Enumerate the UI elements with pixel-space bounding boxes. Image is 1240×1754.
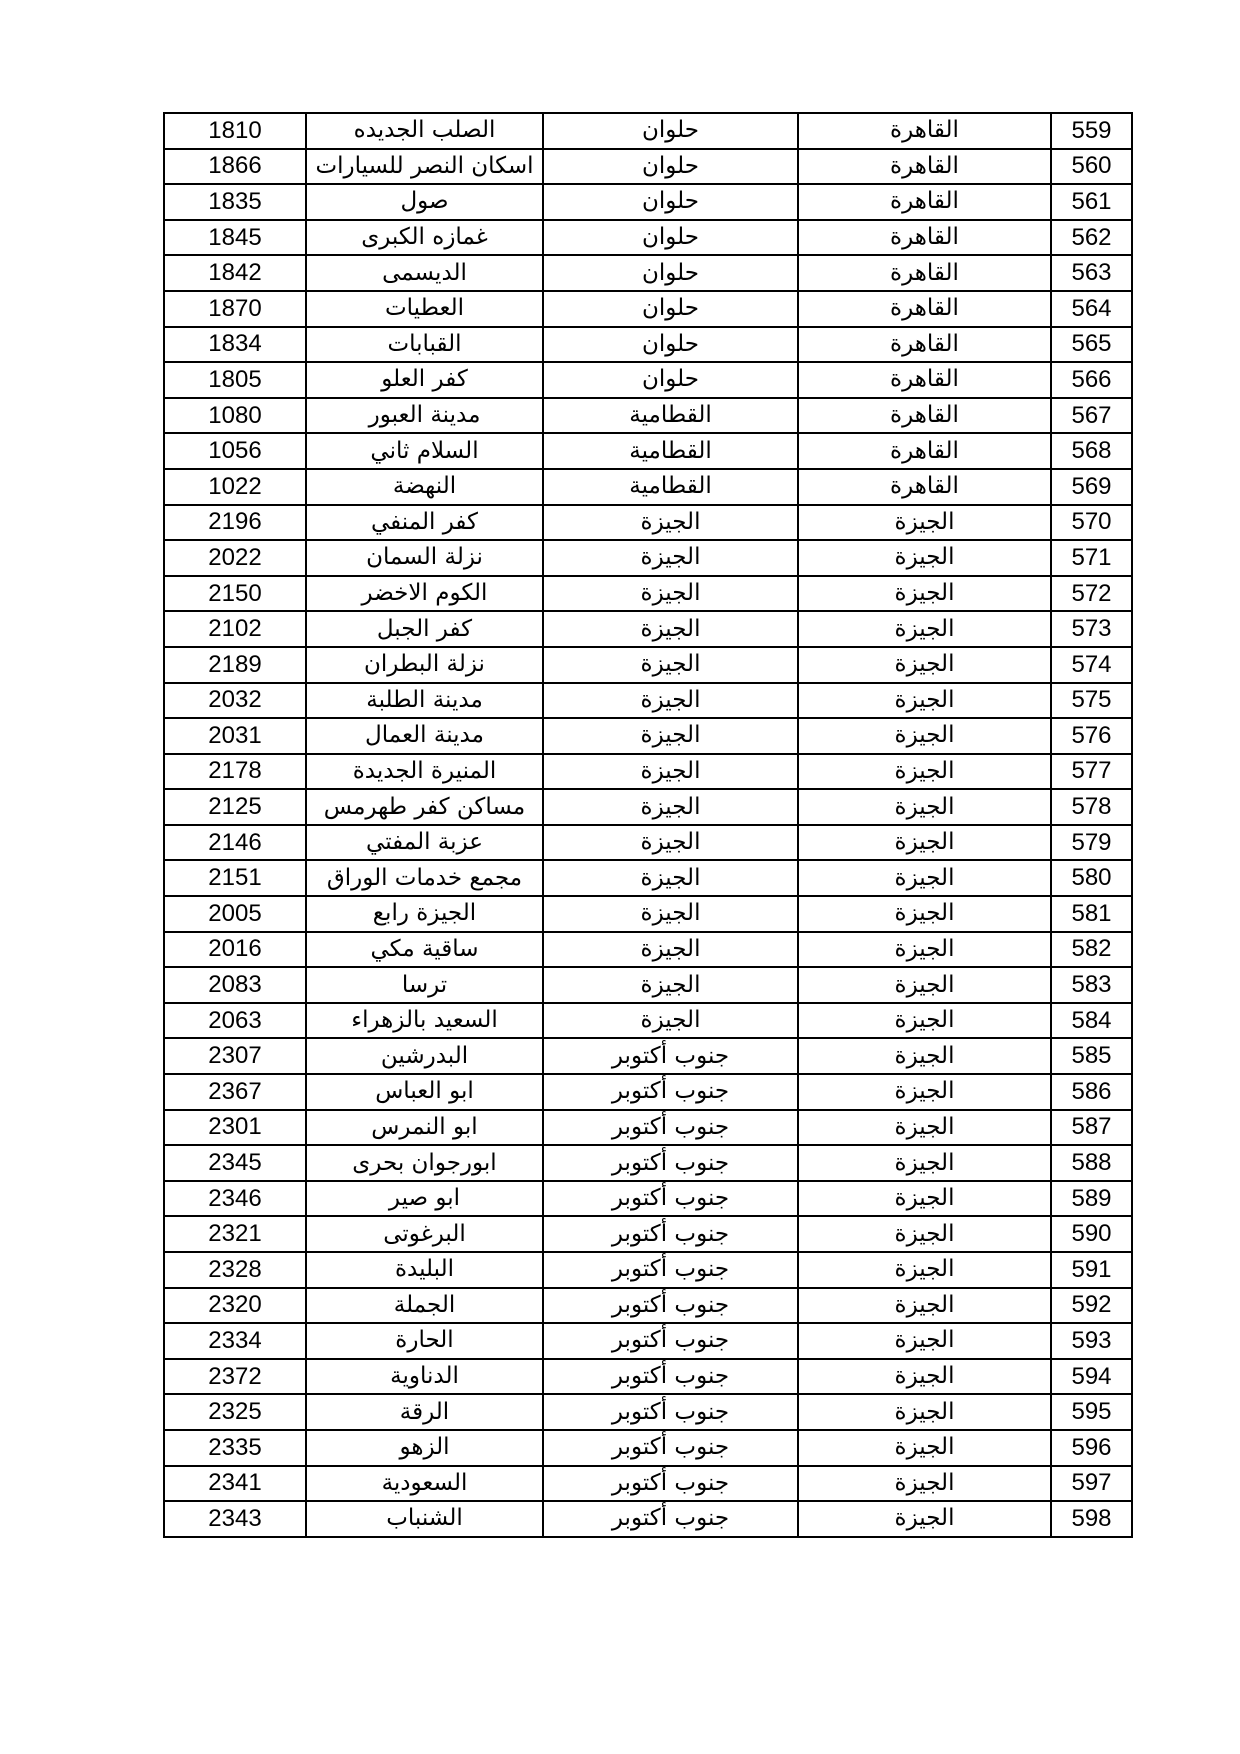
table-row bbox=[164, 860, 1132, 896]
office-code-cell: 1835 bbox=[164, 184, 306, 220]
governorate-cell: الجيزة bbox=[798, 1145, 1051, 1181]
area-cell: جنوب أكتوبر bbox=[543, 1359, 798, 1395]
governorate-cell: الجيزة bbox=[798, 754, 1051, 790]
office-name-cell: العطيات bbox=[306, 291, 543, 327]
office-name-cell: الكوم الاخضر bbox=[306, 576, 543, 612]
governorate-cell: الجيزة bbox=[798, 1181, 1051, 1217]
office-code-cell: 2343 bbox=[164, 1501, 306, 1537]
office-code-cell: 1080 bbox=[164, 398, 306, 434]
office-name-cell: ابورجوان بحرى bbox=[306, 1145, 543, 1181]
office-code-cell: 1056 bbox=[164, 433, 306, 469]
table-row bbox=[164, 149, 1132, 185]
table-row bbox=[164, 1430, 1132, 1466]
office-code-cell: 2178 bbox=[164, 754, 306, 790]
office-code-cell: 1834 bbox=[164, 327, 306, 363]
governorate-cell: القاهرة bbox=[798, 362, 1051, 398]
office-code-cell: 1805 bbox=[164, 362, 306, 398]
table-row bbox=[164, 789, 1132, 825]
area-cell: جنوب أكتوبر bbox=[543, 1252, 798, 1288]
area-cell: الجيزة bbox=[543, 896, 798, 932]
area-cell: جنوب أكتوبر bbox=[543, 1074, 798, 1110]
area-cell: جنوب أكتوبر bbox=[543, 1038, 798, 1074]
office-code-cell: 2189 bbox=[164, 647, 306, 683]
office-code-cell: 2125 bbox=[164, 789, 306, 825]
office-code-cell: 2031 bbox=[164, 718, 306, 754]
governorate-cell: الجيزة bbox=[798, 1110, 1051, 1146]
office-name-cell: ابو العباس bbox=[306, 1074, 543, 1110]
area-cell: الجيزة bbox=[543, 967, 798, 1003]
row-number-cell: 594 bbox=[1051, 1359, 1132, 1395]
office-name-cell: المنيرة الجديدة bbox=[306, 754, 543, 790]
governorate-cell: الجيزة bbox=[798, 683, 1051, 719]
area-cell: جنوب أكتوبر bbox=[543, 1466, 798, 1502]
office-code-cell: 2321 bbox=[164, 1216, 306, 1252]
office-code-cell: 2063 bbox=[164, 1003, 306, 1039]
office-name-cell: نزلة البطران bbox=[306, 647, 543, 683]
office-code-cell: 2301 bbox=[164, 1110, 306, 1146]
table-row bbox=[164, 398, 1132, 434]
office-name-cell: السعيد بالزهراء bbox=[306, 1003, 543, 1039]
governorate-cell: الجيزة bbox=[798, 576, 1051, 612]
office-name-cell: الجملة bbox=[306, 1288, 543, 1324]
table-row bbox=[164, 1074, 1132, 1110]
row-number-cell: 579 bbox=[1051, 825, 1132, 861]
office-name-cell: الرقة bbox=[306, 1394, 543, 1430]
area-cell: الجيزة bbox=[543, 860, 798, 896]
table-row bbox=[164, 896, 1132, 932]
office-name-cell: الديسمى bbox=[306, 255, 543, 291]
table-row bbox=[164, 255, 1132, 291]
row-number-cell: 585 bbox=[1051, 1038, 1132, 1074]
office-name-cell: السلام ثاني bbox=[306, 433, 543, 469]
governorate-cell: الجيزة bbox=[798, 967, 1051, 1003]
office-name-cell: نزلة السمان bbox=[306, 540, 543, 576]
table-row bbox=[164, 113, 1132, 149]
row-number-cell: 582 bbox=[1051, 932, 1132, 968]
row-number-cell: 565 bbox=[1051, 327, 1132, 363]
governorate-cell: الجيزة bbox=[798, 896, 1051, 932]
area-cell: الجيزة bbox=[543, 683, 798, 719]
table-row bbox=[164, 433, 1132, 469]
governorate-cell: الجيزة bbox=[798, 1466, 1051, 1502]
row-number-cell: 580 bbox=[1051, 860, 1132, 896]
area-cell: جنوب أكتوبر bbox=[543, 1110, 798, 1146]
office-code-cell: 2016 bbox=[164, 932, 306, 968]
row-number-cell: 577 bbox=[1051, 754, 1132, 790]
row-number-cell: 562 bbox=[1051, 220, 1132, 256]
area-cell: جنوب أكتوبر bbox=[543, 1501, 798, 1537]
table-row bbox=[164, 1038, 1132, 1074]
office-code-cell: 2146 bbox=[164, 825, 306, 861]
row-number-cell: 584 bbox=[1051, 1003, 1132, 1039]
row-number-cell: 588 bbox=[1051, 1145, 1132, 1181]
area-cell: جنوب أكتوبر bbox=[543, 1394, 798, 1430]
row-number-cell: 561 bbox=[1051, 184, 1132, 220]
table-row bbox=[164, 1003, 1132, 1039]
table-row bbox=[164, 1110, 1132, 1146]
area-cell: حلوان bbox=[543, 327, 798, 363]
governorate-cell: الجيزة bbox=[798, 1288, 1051, 1324]
governorate-cell: الجيزة bbox=[798, 825, 1051, 861]
governorate-cell: الجيزة bbox=[798, 1323, 1051, 1359]
area-cell: الجيزة bbox=[543, 789, 798, 825]
office-code-cell: 2083 bbox=[164, 967, 306, 1003]
governorate-cell: الجيزة bbox=[798, 1003, 1051, 1039]
office-code-cell: 2151 bbox=[164, 860, 306, 896]
office-name-cell: القبابات bbox=[306, 327, 543, 363]
table-row bbox=[164, 505, 1132, 541]
office-code-cell: 1842 bbox=[164, 255, 306, 291]
table-row bbox=[164, 611, 1132, 647]
office-code-cell: 1870 bbox=[164, 291, 306, 327]
office-code-cell: 2341 bbox=[164, 1466, 306, 1502]
area-cell: الجيزة bbox=[543, 540, 798, 576]
office-name-cell: الحارة bbox=[306, 1323, 543, 1359]
table-row bbox=[164, 1252, 1132, 1288]
table-row bbox=[164, 1501, 1132, 1537]
table-row bbox=[164, 1359, 1132, 1395]
area-cell: حلوان bbox=[543, 149, 798, 185]
governorate-cell: الجيزة bbox=[798, 1501, 1051, 1537]
governorate-cell: القاهرة bbox=[798, 149, 1051, 185]
row-number-cell: 568 bbox=[1051, 433, 1132, 469]
area-cell: القطامية bbox=[543, 469, 798, 505]
area-cell: جنوب أكتوبر bbox=[543, 1216, 798, 1252]
governorate-cell: القاهرة bbox=[798, 327, 1051, 363]
table-row bbox=[164, 576, 1132, 612]
row-number-cell: 560 bbox=[1051, 149, 1132, 185]
table-row bbox=[164, 1181, 1132, 1217]
governorate-cell: الجيزة bbox=[798, 1038, 1051, 1074]
area-cell: جنوب أكتوبر bbox=[543, 1323, 798, 1359]
governorate-cell: القاهرة bbox=[798, 469, 1051, 505]
office-code-cell: 2334 bbox=[164, 1323, 306, 1359]
table-body bbox=[164, 113, 1132, 1537]
row-number-cell: 576 bbox=[1051, 718, 1132, 754]
office-name-cell: كفر الجبل bbox=[306, 611, 543, 647]
area-cell: حلوان bbox=[543, 113, 798, 149]
office-code-cell: 1845 bbox=[164, 220, 306, 256]
row-number-cell: 587 bbox=[1051, 1110, 1132, 1146]
row-number-cell: 595 bbox=[1051, 1394, 1132, 1430]
office-code-cell: 2372 bbox=[164, 1359, 306, 1395]
office-name-cell: ابو النمرس bbox=[306, 1110, 543, 1146]
governorate-cell: القاهرة bbox=[798, 291, 1051, 327]
office-code-cell: 2346 bbox=[164, 1181, 306, 1217]
table-row bbox=[164, 718, 1132, 754]
row-number-cell: 571 bbox=[1051, 540, 1132, 576]
governorate-cell: الجيزة bbox=[798, 932, 1051, 968]
table-row bbox=[164, 647, 1132, 683]
governorate-cell: الجيزة bbox=[798, 1359, 1051, 1395]
area-cell: جنوب أكتوبر bbox=[543, 1430, 798, 1466]
row-number-cell: 563 bbox=[1051, 255, 1132, 291]
governorate-cell: الجيزة bbox=[798, 1074, 1051, 1110]
row-number-cell: 566 bbox=[1051, 362, 1132, 398]
table-row bbox=[164, 967, 1132, 1003]
table-row bbox=[164, 540, 1132, 576]
area-cell: الجيزة bbox=[543, 576, 798, 612]
row-number-cell: 583 bbox=[1051, 967, 1132, 1003]
area-cell: الجيزة bbox=[543, 611, 798, 647]
governorate-cell: الجيزة bbox=[798, 540, 1051, 576]
table-row bbox=[164, 1216, 1132, 1252]
area-cell: الجيزة bbox=[543, 1003, 798, 1039]
post-office-table bbox=[163, 112, 1133, 1538]
row-number-cell: 559 bbox=[1051, 113, 1132, 149]
governorate-cell: الجيزة bbox=[798, 860, 1051, 896]
area-cell: الجيزة bbox=[543, 825, 798, 861]
area-cell: حلوان bbox=[543, 255, 798, 291]
governorate-cell: الجيزة bbox=[798, 505, 1051, 541]
table-row bbox=[164, 754, 1132, 790]
governorate-cell: الجيزة bbox=[798, 1252, 1051, 1288]
table-row bbox=[164, 825, 1132, 861]
office-name-cell: كفر العلو bbox=[306, 362, 543, 398]
row-number-cell: 572 bbox=[1051, 576, 1132, 612]
row-number-cell: 578 bbox=[1051, 789, 1132, 825]
area-cell: القطامية bbox=[543, 433, 798, 469]
office-name-cell: كفر المنفي bbox=[306, 505, 543, 541]
governorate-cell: القاهرة bbox=[798, 220, 1051, 256]
office-code-cell: 2325 bbox=[164, 1394, 306, 1430]
row-number-cell: 590 bbox=[1051, 1216, 1132, 1252]
office-code-cell: 2367 bbox=[164, 1074, 306, 1110]
table-row bbox=[164, 1323, 1132, 1359]
office-name-cell: الشنباب bbox=[306, 1501, 543, 1537]
office-code-cell: 1810 bbox=[164, 113, 306, 149]
row-number-cell: 570 bbox=[1051, 505, 1132, 541]
row-number-cell: 591 bbox=[1051, 1252, 1132, 1288]
office-name-cell: ابو صير bbox=[306, 1181, 543, 1217]
row-number-cell: 597 bbox=[1051, 1466, 1132, 1502]
office-name-cell: صول bbox=[306, 184, 543, 220]
office-code-cell: 2032 bbox=[164, 683, 306, 719]
table-row bbox=[164, 1145, 1132, 1181]
governorate-cell: الجيزة bbox=[798, 718, 1051, 754]
row-number-cell: 596 bbox=[1051, 1430, 1132, 1466]
row-number-cell: 569 bbox=[1051, 469, 1132, 505]
office-name-cell: النهضة bbox=[306, 469, 543, 505]
area-cell: جنوب أكتوبر bbox=[543, 1181, 798, 1217]
office-code-cell: 2307 bbox=[164, 1038, 306, 1074]
office-name-cell: الدناوية bbox=[306, 1359, 543, 1395]
office-name-cell: اسكان النصر للسيارات bbox=[306, 149, 543, 185]
governorate-cell: الجيزة bbox=[798, 1394, 1051, 1430]
row-number-cell: 575 bbox=[1051, 683, 1132, 719]
row-number-cell: 589 bbox=[1051, 1181, 1132, 1217]
governorate-cell: القاهرة bbox=[798, 433, 1051, 469]
row-number-cell: 567 bbox=[1051, 398, 1132, 434]
office-code-cell: 2102 bbox=[164, 611, 306, 647]
office-name-cell: غمازه الكبرى bbox=[306, 220, 543, 256]
row-number-cell: 593 bbox=[1051, 1323, 1132, 1359]
area-cell: القطامية bbox=[543, 398, 798, 434]
area-cell: الجيزة bbox=[543, 505, 798, 541]
table-row bbox=[164, 932, 1132, 968]
table-row bbox=[164, 184, 1132, 220]
office-name-cell: عزبة المفتي bbox=[306, 825, 543, 861]
governorate-cell: الجيزة bbox=[798, 647, 1051, 683]
office-name-cell: مدينة العبور bbox=[306, 398, 543, 434]
office-code-cell: 2196 bbox=[164, 505, 306, 541]
row-number-cell: 574 bbox=[1051, 647, 1132, 683]
row-number-cell: 592 bbox=[1051, 1288, 1132, 1324]
area-cell: الجيزة bbox=[543, 718, 798, 754]
area-cell: الجيزة bbox=[543, 932, 798, 968]
office-code-cell: 2328 bbox=[164, 1252, 306, 1288]
row-number-cell: 598 bbox=[1051, 1501, 1132, 1537]
governorate-cell: القاهرة bbox=[798, 398, 1051, 434]
office-code-cell: 2335 bbox=[164, 1430, 306, 1466]
office-code-cell: 2022 bbox=[164, 540, 306, 576]
row-number-cell: 586 bbox=[1051, 1074, 1132, 1110]
table-row bbox=[164, 1466, 1132, 1502]
table-row bbox=[164, 469, 1132, 505]
area-cell: حلوان bbox=[543, 220, 798, 256]
office-name-cell: مجمع خدمات الوراق bbox=[306, 860, 543, 896]
office-name-cell: مدينة العمال bbox=[306, 718, 543, 754]
governorate-cell: الجيزة bbox=[798, 789, 1051, 825]
area-cell: حلوان bbox=[543, 184, 798, 220]
office-name-cell: البدرشين bbox=[306, 1038, 543, 1074]
office-name-cell: مدينة الطلبة bbox=[306, 683, 543, 719]
office-code-cell: 2320 bbox=[164, 1288, 306, 1324]
office-name-cell: الجيزة رابع bbox=[306, 896, 543, 932]
area-cell: جنوب أكتوبر bbox=[543, 1288, 798, 1324]
governorate-cell: الجيزة bbox=[798, 1430, 1051, 1466]
governorate-cell: القاهرة bbox=[798, 113, 1051, 149]
office-code-cell: 2005 bbox=[164, 896, 306, 932]
office-name-cell: البليدة bbox=[306, 1252, 543, 1288]
office-name-cell: الصلب الجديده bbox=[306, 113, 543, 149]
office-name-cell: ترسا bbox=[306, 967, 543, 1003]
governorate-cell: القاهرة bbox=[798, 255, 1051, 291]
table-row bbox=[164, 1288, 1132, 1324]
office-code-cell: 2345 bbox=[164, 1145, 306, 1181]
office-code-cell: 1022 bbox=[164, 469, 306, 505]
table-row bbox=[164, 220, 1132, 256]
office-name-cell: مساكن كفر طهرمس bbox=[306, 789, 543, 825]
area-cell: جنوب أكتوبر bbox=[543, 1145, 798, 1181]
office-code-cell: 1866 bbox=[164, 149, 306, 185]
governorate-cell: القاهرة bbox=[798, 184, 1051, 220]
office-name-cell: ساقية مكي bbox=[306, 932, 543, 968]
area-cell: حلوان bbox=[543, 362, 798, 398]
table-row bbox=[164, 327, 1132, 363]
office-name-cell: البرغوتى bbox=[306, 1216, 543, 1252]
area-cell: الجيزة bbox=[543, 754, 798, 790]
table-row bbox=[164, 291, 1132, 327]
table-row bbox=[164, 1394, 1132, 1430]
governorate-cell: الجيزة bbox=[798, 611, 1051, 647]
area-cell: حلوان bbox=[543, 291, 798, 327]
row-number-cell: 581 bbox=[1051, 896, 1132, 932]
table-row bbox=[164, 683, 1132, 719]
office-code-cell: 2150 bbox=[164, 576, 306, 612]
office-name-cell: الزهو bbox=[306, 1430, 543, 1466]
row-number-cell: 573 bbox=[1051, 611, 1132, 647]
office-name-cell: السعودية bbox=[306, 1466, 543, 1502]
table-row bbox=[164, 362, 1132, 398]
area-cell: الجيزة bbox=[543, 647, 798, 683]
governorate-cell: الجيزة bbox=[798, 1216, 1051, 1252]
row-number-cell: 564 bbox=[1051, 291, 1132, 327]
